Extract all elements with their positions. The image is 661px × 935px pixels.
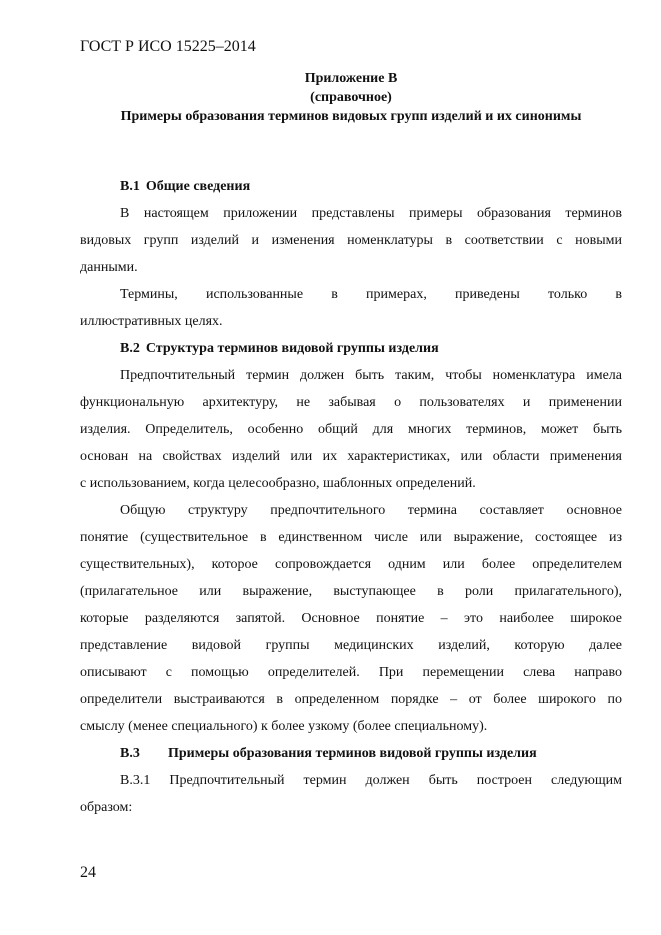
paragraph-line: описывают с помощью определителей. При перемещении слева направо — [80, 665, 622, 680]
paragraph-line: (прилагательное или выражение, выступающее в роли прилагательного), — [80, 584, 622, 599]
page-number: 24 — [80, 864, 96, 881]
paragraph-line: Общую структуру предпочтительного термина составляет основное — [120, 503, 622, 518]
paragraph-line: которые разделяются запятой. Основное понятие – это наиболее широкое — [80, 611, 622, 626]
section-title: Структура терминов видовой группы изделия — [145, 341, 439, 356]
paragraph-line: функциональную архитектуру, не забывая о пользователях и применении — [80, 395, 622, 410]
paragraph-line: Термины, использованные в примерах, приведены только в — [120, 287, 622, 302]
appendix-heading-text: Примеры образования терминов видовых групп изделий и их синонимы — [120, 109, 582, 124]
section-heading — [80, 740, 622, 767]
section-title: Общие сведения — [145, 179, 251, 194]
appendix-heading — [80, 69, 622, 126]
paragraph-line: основан на свойствах изделий или их характеристиках, или области применения — [80, 449, 622, 464]
paragraph-line: существительных), которое сопровождается одним или более определителем — [80, 557, 622, 572]
section-title: Примеры образования терминов видовой группы изделия — [168, 746, 537, 761]
paragraph-line: Предпочтительный термин должен быть таким, чтобы номенклатура имела — [120, 368, 622, 383]
paragraph-line: смыслу (менее специального) к более узкому (более специальному). — [80, 719, 488, 734]
section-heading — [80, 335, 622, 362]
appendix-title: Приложение В — [304, 71, 398, 86]
section-number: В.3 — [120, 746, 140, 761]
paragraph-line: В.3.1 Предпочтительный термин должен быть построен следующим — [120, 773, 622, 788]
paragraph-line: данными. — [80, 260, 138, 275]
paragraph-line: изделия. Определитель, особенно общий для многих терминов, может быть — [80, 422, 622, 437]
paragraph-line: понятие (существительное в единственном числе или выражение, состоящее из — [80, 530, 622, 545]
document-header: ГОСТ Р ИСО 15225–2014 — [80, 38, 256, 55]
paragraph-line: представление видовой группы медицинских изделий, которую далее — [80, 638, 622, 653]
appendix-subtitle: (справочное) — [310, 90, 392, 105]
paragraph-line: с использованием, когда целесообразно, шаблонных определений. — [80, 476, 476, 491]
section-number: В.2 — [120, 341, 140, 356]
document-body — [80, 173, 622, 821]
paragraph-line: определители выстраиваются в определенном порядке – от более широкого по — [80, 692, 622, 707]
section-heading — [80, 173, 622, 200]
paragraph-line: В настоящем приложении представлены примеры образования терминов — [120, 206, 622, 221]
paragraph-line: видовых групп изделий и изменения номенклатуры в соответствии с новыми — [80, 233, 622, 248]
paragraph-line: образом: — [80, 800, 133, 815]
section-number: В.1 — [120, 179, 140, 194]
paragraph-line: иллюстративных целях. — [80, 314, 223, 329]
